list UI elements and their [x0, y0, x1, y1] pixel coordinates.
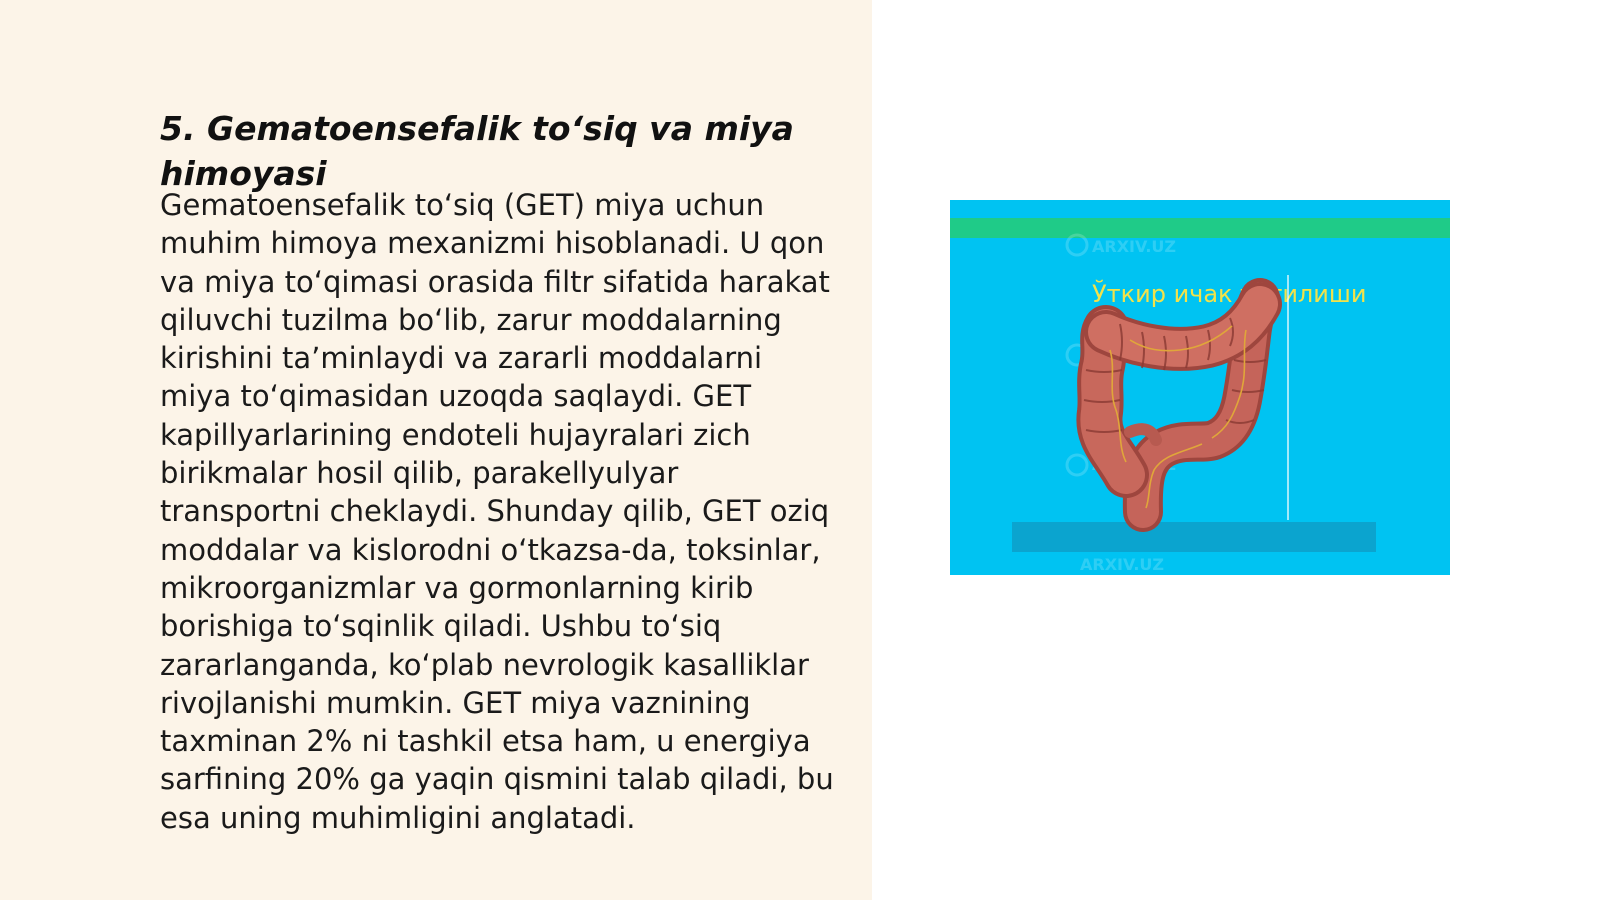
illustration-background [950, 200, 1450, 575]
watermark-text: ARXIV.UZ [1092, 237, 1176, 256]
illustration-caption: Ўткир ичак тутилиши [1092, 280, 1367, 308]
watermark-text: ARXIV.UZ [1092, 455, 1176, 474]
slide-title: 5. Gematoensefalik to‘siq va miya himoyasi [160, 109, 794, 193]
illustration-canvas [950, 200, 1450, 575]
top-banner [950, 218, 1450, 238]
watermark-text: ARXIV.UZ [1080, 555, 1164, 574]
intestine-illustration [950, 200, 1450, 575]
slide-body-text: Gematoensefalik to‘siq (GET) miya uchun muhim himoya mexanizmi hisoblanadi. U qon va miya to‘qimasi orasida filtr sifatida harakat qiluvchi tuzilma bo‘lib, zarur moddalarning kirishini ta’minlaydi va zararli moddalarni miya to‘qimasidan uzoqda saqlaydi. GET kapillyarlarining endoteli hujayralari zich birikmalar hosil qilib, parakellyulyar transportni cheklaydi. Shunday qilib, GET oziq moddalar va kislorodni o‘tkazsa-da, toksinlar, mikroorganizmlar va gormonlarning kirib borishiga to‘sqinlik qiladi. Ushbu to‘siq zararlanganda, ko‘plab nevrologik kasalliklar rivojlanishi mumkin. GET miya vaznining taxminan 2% ni tashkil etsa ham, u energiya sarfining 20% ga yaqin qismini talab qiladi, bu esa uning muhimligini anglatadi. [160, 188, 834, 835]
watermark-text: ARXIV.UZ [1092, 345, 1176, 364]
bottom-banner [1012, 522, 1376, 552]
